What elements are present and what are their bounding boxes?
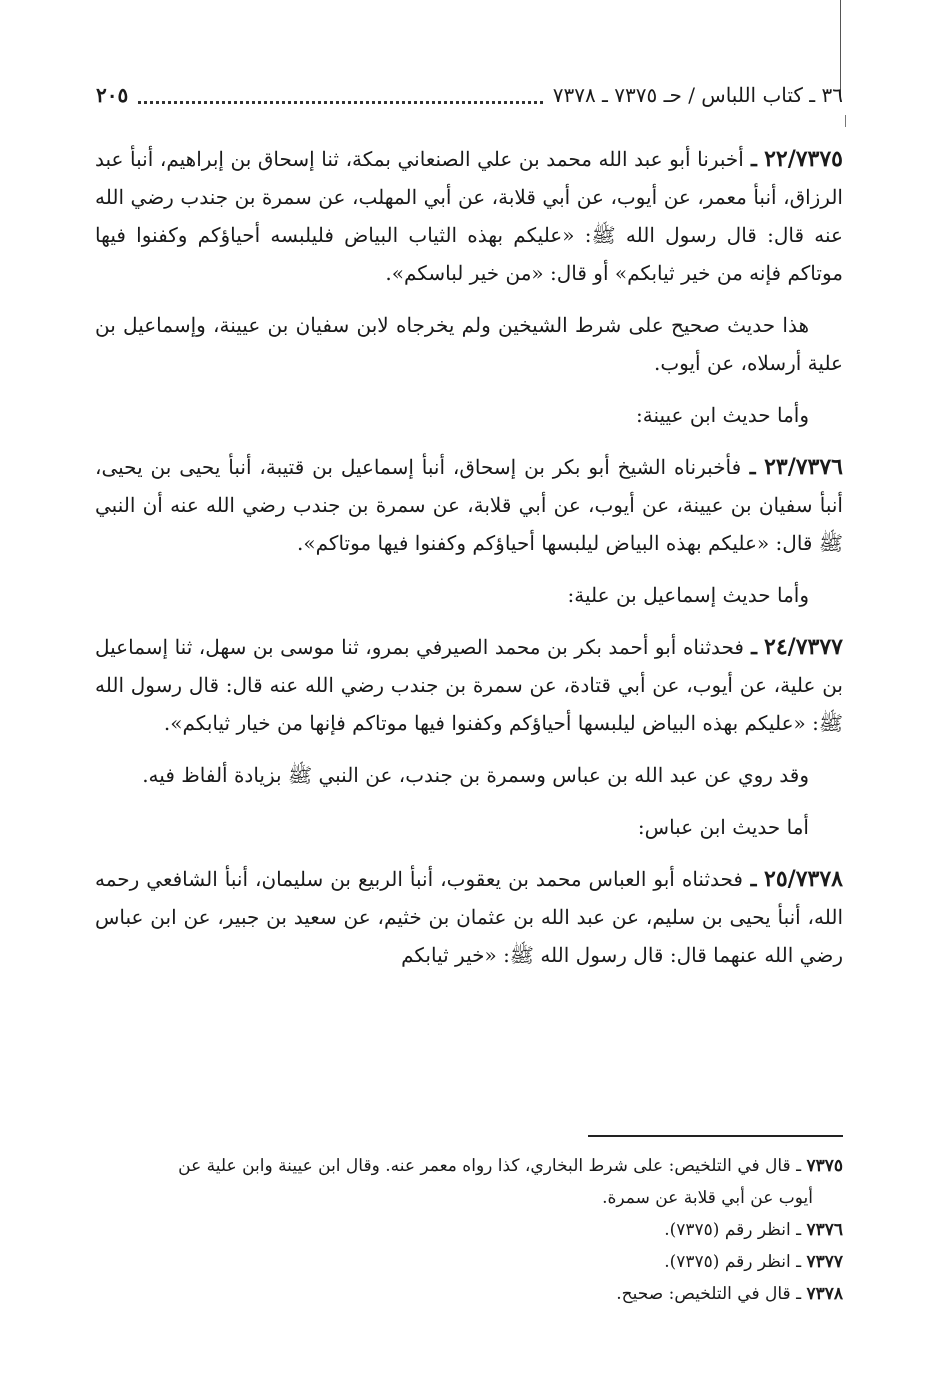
section-intro: [95, 576, 843, 614]
hadith-paragraph: [95, 448, 843, 562]
section-intro-text: أما حديث ابن عباس:: [637, 815, 809, 839]
section-intro-text: وأما حديث ابن عيينة:: [635, 403, 809, 427]
footnotes: [95, 1150, 843, 1310]
margin-tick: [845, 115, 846, 127]
hadith-paragraph: [95, 140, 843, 292]
hadith-text: فحدثناه أبو العباس محمد بن يعقوب، أنبأ الربيع بن سليمان، أنبأ الشافعي رحمه الله، أنبأ يحيى بن سليم، عن عبد الله بن عثمان بن خثيم، عن سعيد بن جبير، عن ابن عباس رضي الله عنهما قال: قال رسول الله ﷺ: «خير ثيابكم: [95, 867, 843, 967]
number-separator: ـ: [741, 455, 765, 479]
footnote-text: قال في التلخيص: صحيح.: [616, 1284, 791, 1304]
commentary-text: هذا حديث صحيح على شرط الشيخين ولم يخرجاه لابن سفيان بن عيينة، وإسماعيل بن علية أرسلاه، عن أيوب.: [95, 313, 843, 375]
commentary-paragraph: [95, 306, 843, 382]
footnote-separator: [588, 1135, 843, 1137]
footnote-number: ٧٣٧٨: [806, 1284, 843, 1304]
footnote-separator-dash: ـ: [790, 1220, 807, 1240]
footnote: [95, 1150, 843, 1214]
header-dot-leader: [138, 100, 543, 104]
hadith-number: ٢٥/٧٣٧٨: [764, 866, 843, 892]
footnote-text: قال في التلخيص: على شرط البخاري، كذا رواه معمر عنه. وقال ابن عيينة وابن علية عن: [178, 1156, 791, 1176]
running-title: ٣٦ ـ كتاب اللباس / حـ ٧٣٧٥ ـ ٧٣٧٨: [552, 83, 843, 107]
section-intro-text: وأما حديث إسماعيل بن علية:: [567, 583, 809, 607]
hadith-paragraph: [95, 860, 843, 974]
main-text: [95, 140, 843, 988]
footnote-text: انظر رقم (٧٣٧٥).: [664, 1252, 791, 1272]
footnote-separator-dash: ـ: [790, 1156, 807, 1176]
hadith-text: فحدثناه أبو أحمد بكر بن محمد الصيرفي بمرو، ثنا موسى بن سهل، ثنا إسماعيل بن علية، عن أيوب، عن أبي قتادة، عن سمرة بن جندب رضي الله عنه قال: قال رسول الله ﷺ: «عليكم بهذه البياض ليلبسها أحياؤكم وكفنوا فيها موتاكم فإنها من خيار ثيابكم».: [95, 635, 843, 735]
footnote-number: ٧٣٧٧: [806, 1252, 843, 1272]
hadith-number: ٢٤/٧٣٧٧: [764, 634, 843, 660]
page-number: ٢٠٥: [96, 83, 129, 107]
footnote-separator-dash: ـ: [790, 1284, 807, 1304]
number-separator: ـ: [743, 147, 765, 171]
number-separator: ـ: [743, 635, 765, 659]
hadith-paragraph: [95, 628, 843, 742]
running-header: [96, 78, 843, 112]
commentary-text: وقد روي عن عبد الله بن عباس وسمرة بن جندب، عن النبي ﷺ بزيادة ألفاظ فيه.: [142, 763, 809, 787]
hadith-number: ٢٣/٧٣٧٦: [764, 454, 843, 480]
footnote: [95, 1278, 843, 1310]
footnote-number: ٧٣٧٦: [806, 1220, 843, 1240]
hadith-text: أخبرنا أبو عبد الله محمد بن علي الصنعاني بمكة، ثنا إسحاق بن إبراهيم، أنبأ عبد الرزاق، أنبأ معمر، عن أيوب، عن أبي قلابة، عن أبي المهلب، عن سمرة بن جندب رضي الله عنه قال: قال رسول الله ﷺ: «عليكم بهذه الثياب البياض فليلبسه أحياؤكم وكفنوا فيها موتاكم فإنه من خير ثيابكم» أو قال: «من خير لباسكم».: [95, 147, 843, 285]
footnote: [95, 1214, 843, 1246]
number-separator: ـ: [742, 867, 765, 891]
section-intro: [95, 396, 843, 434]
footnote: [95, 1246, 843, 1278]
commentary-paragraph: [95, 756, 843, 794]
footnote-text: انظر رقم (٧٣٧٥).: [664, 1220, 791, 1240]
section-intro: [95, 808, 843, 846]
footnote-continuation: أيوب عن أبي قلابة عن سمرة.: [602, 1188, 813, 1208]
hadith-number: ٢٢/٧٣٧٥: [764, 146, 843, 172]
footnote-separator-dash: ـ: [790, 1252, 807, 1272]
hadith-text: فأخبرناه الشيخ أبو بكر بن إسحاق، أنبأ إسماعيل بن قتيبة، أنبأ يحيى بن يحيى، أنبأ سفيان بن عيينة، عن أيوب، عن أبي قلابة، عن سمرة بن جندب رضي الله عنه أن النبي ﷺ قال: «عليكم بهذه البياض ليلبسها أحياؤكم وكفنوا فيها موتاكم».: [95, 455, 843, 555]
footnote-number: ٧٣٧٥: [806, 1156, 843, 1176]
